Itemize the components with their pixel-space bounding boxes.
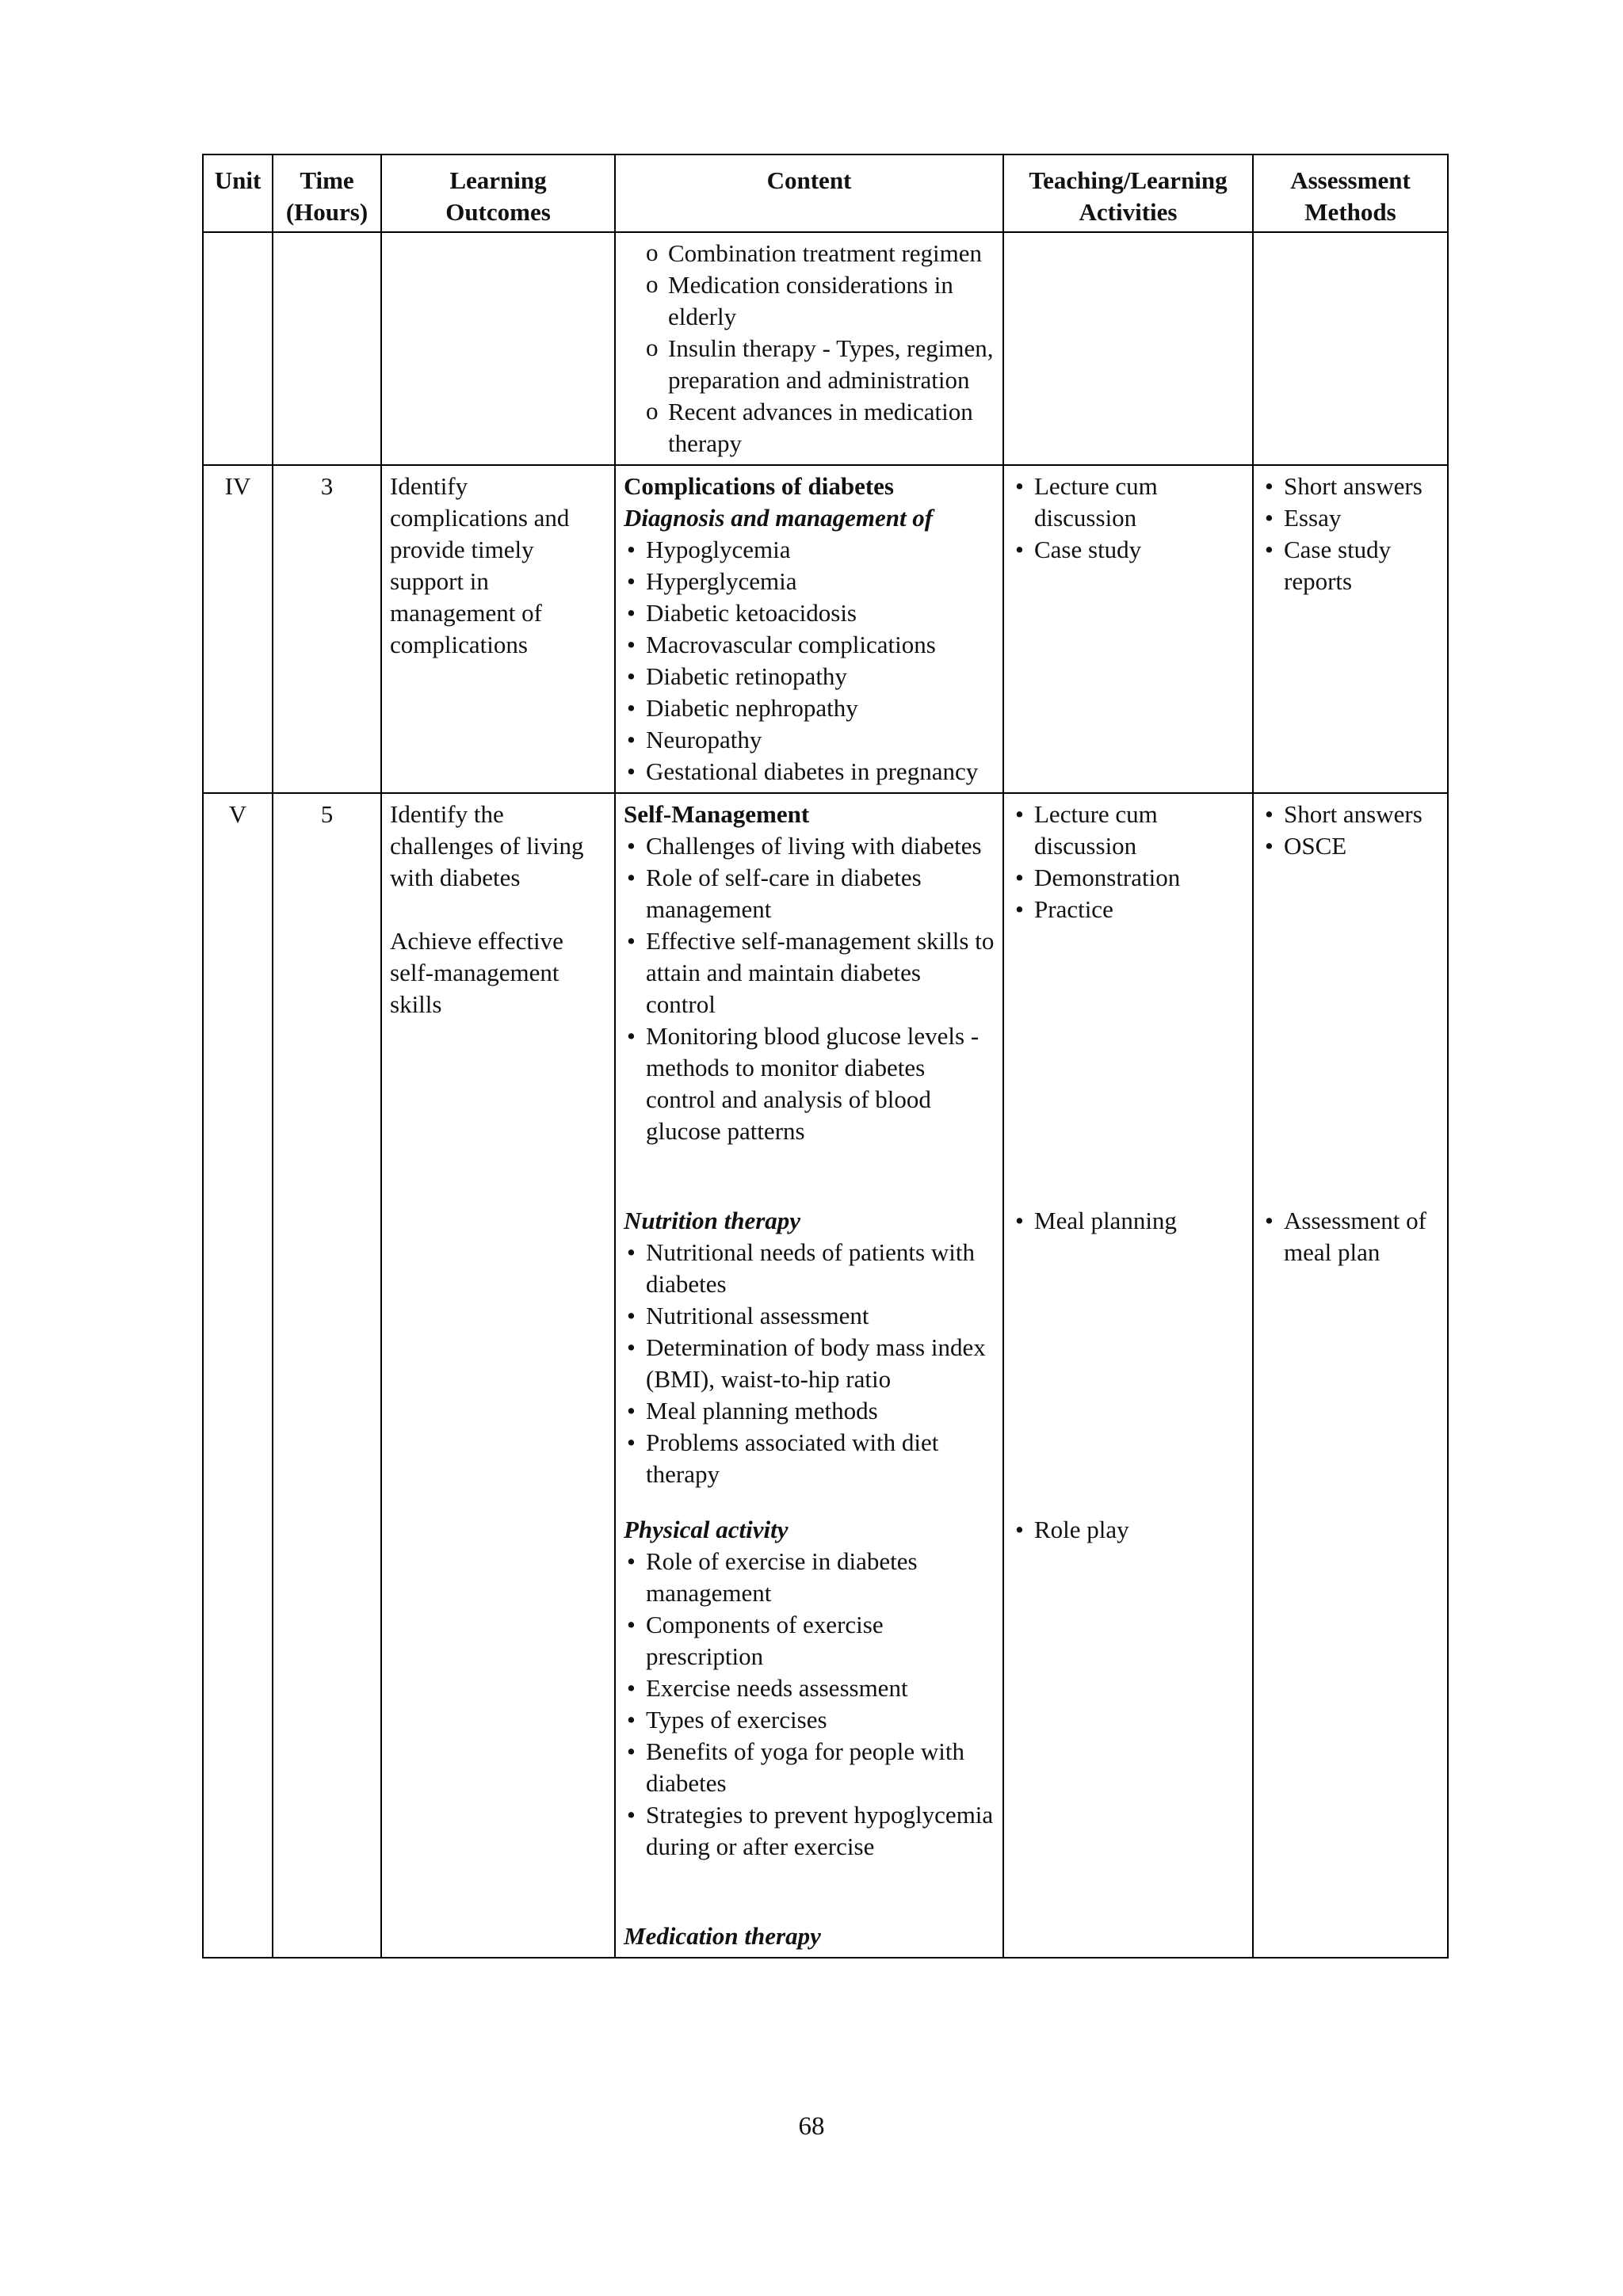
list-item: • Essay: [1262, 502, 1439, 534]
syllabus-table: [202, 154, 1449, 1958]
outcome-text: Achieve effective self-management skills: [390, 927, 563, 1018]
list-item: • Hyperglycemia: [624, 566, 995, 597]
list-item: • Case study: [1012, 534, 1244, 566]
cell-unit: [203, 232, 273, 465]
list-item: o Medication considerations in elderly: [646, 269, 995, 333]
spacer: [390, 894, 606, 925]
list-item: • Effective self-management skills to attain and maintain diabetes control: [624, 925, 995, 1020]
list-item: • Practice: [1012, 894, 1244, 925]
content-list: [624, 830, 995, 1147]
content-heading: Nutrition therapy: [624, 1207, 801, 1234]
list-item: • Diabetic ketoacidosis: [624, 597, 995, 629]
list-item: • Diabetic retinopathy: [624, 661, 995, 692]
content-list: [624, 1546, 995, 1863]
list-item: • Role of self-care in diabetes management: [624, 862, 995, 925]
list-item: • Challenges of living with diabetes: [624, 830, 995, 862]
activities-list: [1012, 1514, 1244, 1546]
cell-content: [615, 232, 1003, 465]
content-heading: Self-Management: [624, 800, 810, 828]
list-item: • Short answers: [1262, 799, 1439, 830]
cell-assessment: [1253, 465, 1448, 793]
list-item: • Hypoglycemia: [624, 534, 995, 566]
activities-list: [1012, 799, 1244, 925]
table-row-continued: [203, 232, 1448, 465]
content-block-medication: [624, 1920, 995, 1952]
cell-content: [615, 465, 1003, 793]
list-item: • Gestational diabetes in pregnancy: [624, 756, 995, 788]
header-time: Time (Hours): [273, 154, 381, 232]
header-learning-outcomes: Learning Outcomes: [381, 154, 615, 232]
content-list: [624, 1237, 995, 1490]
list-item: • Determination of body mass index (BMI), waist-to-hip ratio: [624, 1332, 995, 1395]
list-item: • Types of exercises: [624, 1704, 995, 1736]
outcome-text: Identify the challenges of living with diabetes: [390, 800, 584, 891]
list-item: • Nutritional needs of patients with diabetes: [624, 1237, 995, 1300]
content-block-nutrition: [624, 1205, 995, 1508]
content-sublist: [624, 238, 995, 460]
cell-outcomes: Identify complications and provide timely support in management of complications: [381, 465, 615, 793]
activities-block-self-management: [1012, 799, 1244, 1199]
list-item: • Neuropathy: [624, 724, 995, 756]
cell-outcomes: [381, 232, 615, 465]
list-item: • Benefits of yoga for people with diabetes: [624, 1736, 995, 1799]
cell-assessment: [1253, 232, 1448, 465]
list-item: • Components of exercise prescription: [624, 1609, 995, 1672]
list-item: • Lecture cum discussion: [1012, 471, 1244, 534]
header-content: Content: [615, 154, 1003, 232]
content-subheading: Diagnosis and management of: [624, 504, 934, 532]
content-heading: Complications of diabetes: [624, 472, 894, 500]
list-item: • Role play: [1012, 1514, 1244, 1546]
header-assessment: Assessment Methods: [1253, 154, 1448, 232]
list-item: • Assessment of meal plan: [1262, 1205, 1439, 1268]
list-item: • Meal planning: [1012, 1205, 1244, 1237]
cell-activities: [1003, 465, 1253, 793]
list-item: • Nutritional assessment: [624, 1300, 995, 1332]
list-item: • Macrovascular complications: [624, 629, 995, 661]
header-unit: Unit: [203, 154, 273, 232]
cell-outcomes: [381, 793, 615, 1958]
content-block-physical-activity: [624, 1514, 995, 1914]
cell-assessment: [1253, 793, 1448, 1958]
content-block-self-management: [624, 799, 995, 1199]
cell-time: [273, 232, 381, 465]
list-item: • OSCE: [1262, 830, 1439, 862]
list-item: • Case study reports: [1262, 534, 1439, 597]
content-heading: Physical activity: [624, 1516, 789, 1543]
list-item: • Demonstration: [1012, 862, 1244, 894]
list-item: o Recent advances in medication therapy: [646, 396, 995, 460]
activities-block-physical-activity: [1012, 1514, 1244, 1546]
list-item: • Diabetic nephropathy: [624, 692, 995, 724]
assessment-list: [1262, 1205, 1439, 1268]
list-item: • Role of exercise in diabetes management: [624, 1546, 995, 1609]
page-number: 68: [798, 2112, 825, 2141]
cell-unit: V: [203, 793, 273, 1958]
assessment-block-nutrition: [1262, 1205, 1439, 1268]
list-item: o Insulin therapy - Types, regimen, preparation and administration: [646, 333, 995, 396]
cell-activities: [1003, 232, 1253, 465]
activities-list: [1012, 471, 1244, 566]
list-item: • Strategies to prevent hypoglycemia during or after exercise: [624, 1799, 995, 1863]
content-list: [624, 534, 995, 788]
list-item: • Monitoring blood glucose levels -methods to monitor diabetes control and analysis of blood glucose patterns: [624, 1020, 995, 1147]
activities-block-nutrition: [1012, 1205, 1244, 1508]
list-item: • Lecture cum discussion: [1012, 799, 1244, 862]
cell-time: 3: [273, 465, 381, 793]
list-item: • Meal planning methods: [624, 1395, 995, 1427]
cell-time: 5: [273, 793, 381, 1958]
cell-activities: [1003, 793, 1253, 1958]
list-item: • Exercise needs assessment: [624, 1672, 995, 1704]
activities-list: [1012, 1205, 1244, 1237]
list-item: • Problems associated with diet therapy: [624, 1427, 995, 1490]
cell-content: [615, 793, 1003, 1958]
header-activities: Teaching/Learning Activities: [1003, 154, 1253, 232]
assessment-list: [1262, 799, 1439, 862]
table-header-row: [203, 154, 1448, 232]
content-heading: Medication therapy: [624, 1922, 821, 1950]
table-row-unit-v: [203, 793, 1448, 1958]
table-row-unit-iv: [203, 465, 1448, 793]
assessment-list: [1262, 471, 1439, 597]
assessment-block-self-management: [1262, 799, 1439, 1199]
list-item: • Short answers: [1262, 471, 1439, 502]
list-item: o Combination treatment regimen: [646, 238, 995, 269]
cell-unit: IV: [203, 465, 273, 793]
